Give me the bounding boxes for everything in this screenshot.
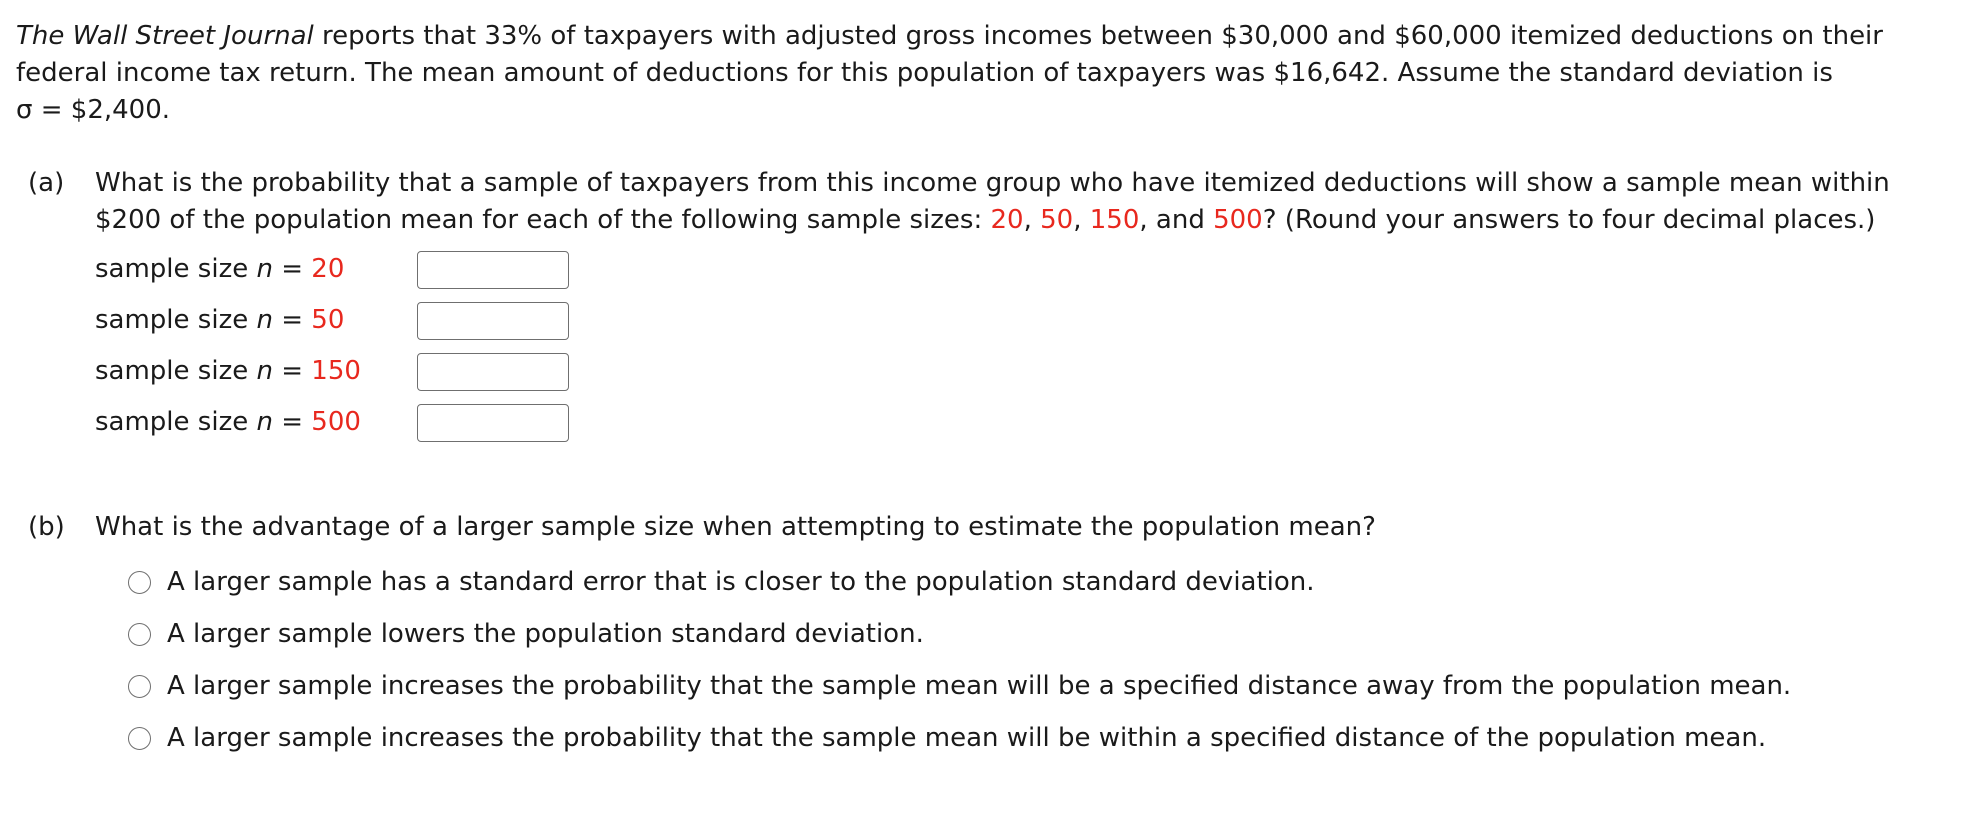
part-a-label: (a) [28, 168, 65, 198]
part-a-body [95, 165, 1953, 455]
option-3[interactable] [128, 660, 1953, 712]
row-label: sample size n = 20 [95, 254, 345, 284]
answer-input-n20[interactable] [417, 251, 569, 289]
radio-button-icon[interactable] [128, 675, 151, 698]
option-text: A larger sample has a standard error that is closer to the population standard deviation. [167, 566, 1315, 597]
part-b [28, 509, 1953, 764]
part-b-label: (b) [28, 512, 65, 542]
answer-rows [95, 251, 1953, 455]
answer-row-n150 [95, 353, 1953, 404]
answer-input-n500[interactable] [417, 404, 569, 442]
option-text: A larger sample increases the probability that the sample mean will be within a specified distance of the population mean. [167, 722, 1767, 753]
sigma-statement: σ = $2,400. [16, 95, 171, 125]
option-4[interactable] [128, 712, 1953, 764]
part-b-options [128, 556, 1953, 764]
row-label: sample size n = 150 [95, 356, 361, 386]
radio-button-icon[interactable] [128, 727, 151, 750]
option-2[interactable] [128, 608, 1953, 660]
radio-button-icon[interactable] [128, 623, 151, 646]
answer-row-n50 [95, 302, 1953, 353]
answer-row-n500 [95, 404, 1953, 455]
part-b-body [95, 509, 1953, 764]
option-1[interactable] [128, 556, 1953, 608]
answer-row-n20 [95, 251, 1953, 302]
size-50: 50 [1040, 205, 1074, 235]
answer-input-n150[interactable] [417, 353, 569, 391]
answer-input-n50[interactable] [417, 302, 569, 340]
row-label: sample size n = 50 [95, 305, 345, 335]
problem-intro [16, 18, 1951, 129]
size-150: 150 [1089, 205, 1140, 235]
option-text: A larger sample increases the probability that the sample mean will be a specified distance away from the population mean. [167, 670, 1792, 701]
row-label: sample size n = 500 [95, 407, 361, 437]
part-a [28, 165, 1953, 455]
radio-button-icon[interactable] [128, 571, 151, 594]
part-a-question: What is the probability that a sample of taxpayers from this income group who have itemized deductions will show a sample mean within $200 of the population mean for each of the following sample sizes: 20, 50, 150, and 500? (Round your answers to four decimal places.) [95, 168, 1890, 235]
size-500: 500 [1213, 205, 1263, 235]
option-text: A larger sample lowers the population standard deviation. [167, 618, 924, 649]
part-b-question: What is the advantage of a larger sample size when attempting to estimate the population mean? [95, 512, 1376, 542]
source-name: The Wall Street Journal [16, 21, 314, 51]
size-20: 20 [990, 205, 1024, 235]
intro-text: reports that 33% of taxpayers with adjusted gross incomes between $30,000 and $60,000 itemized deductions on their federal income tax return. The mean amount of deductions for this population of taxpayers was $16,642. Assume the standard deviation is [16, 21, 1883, 88]
